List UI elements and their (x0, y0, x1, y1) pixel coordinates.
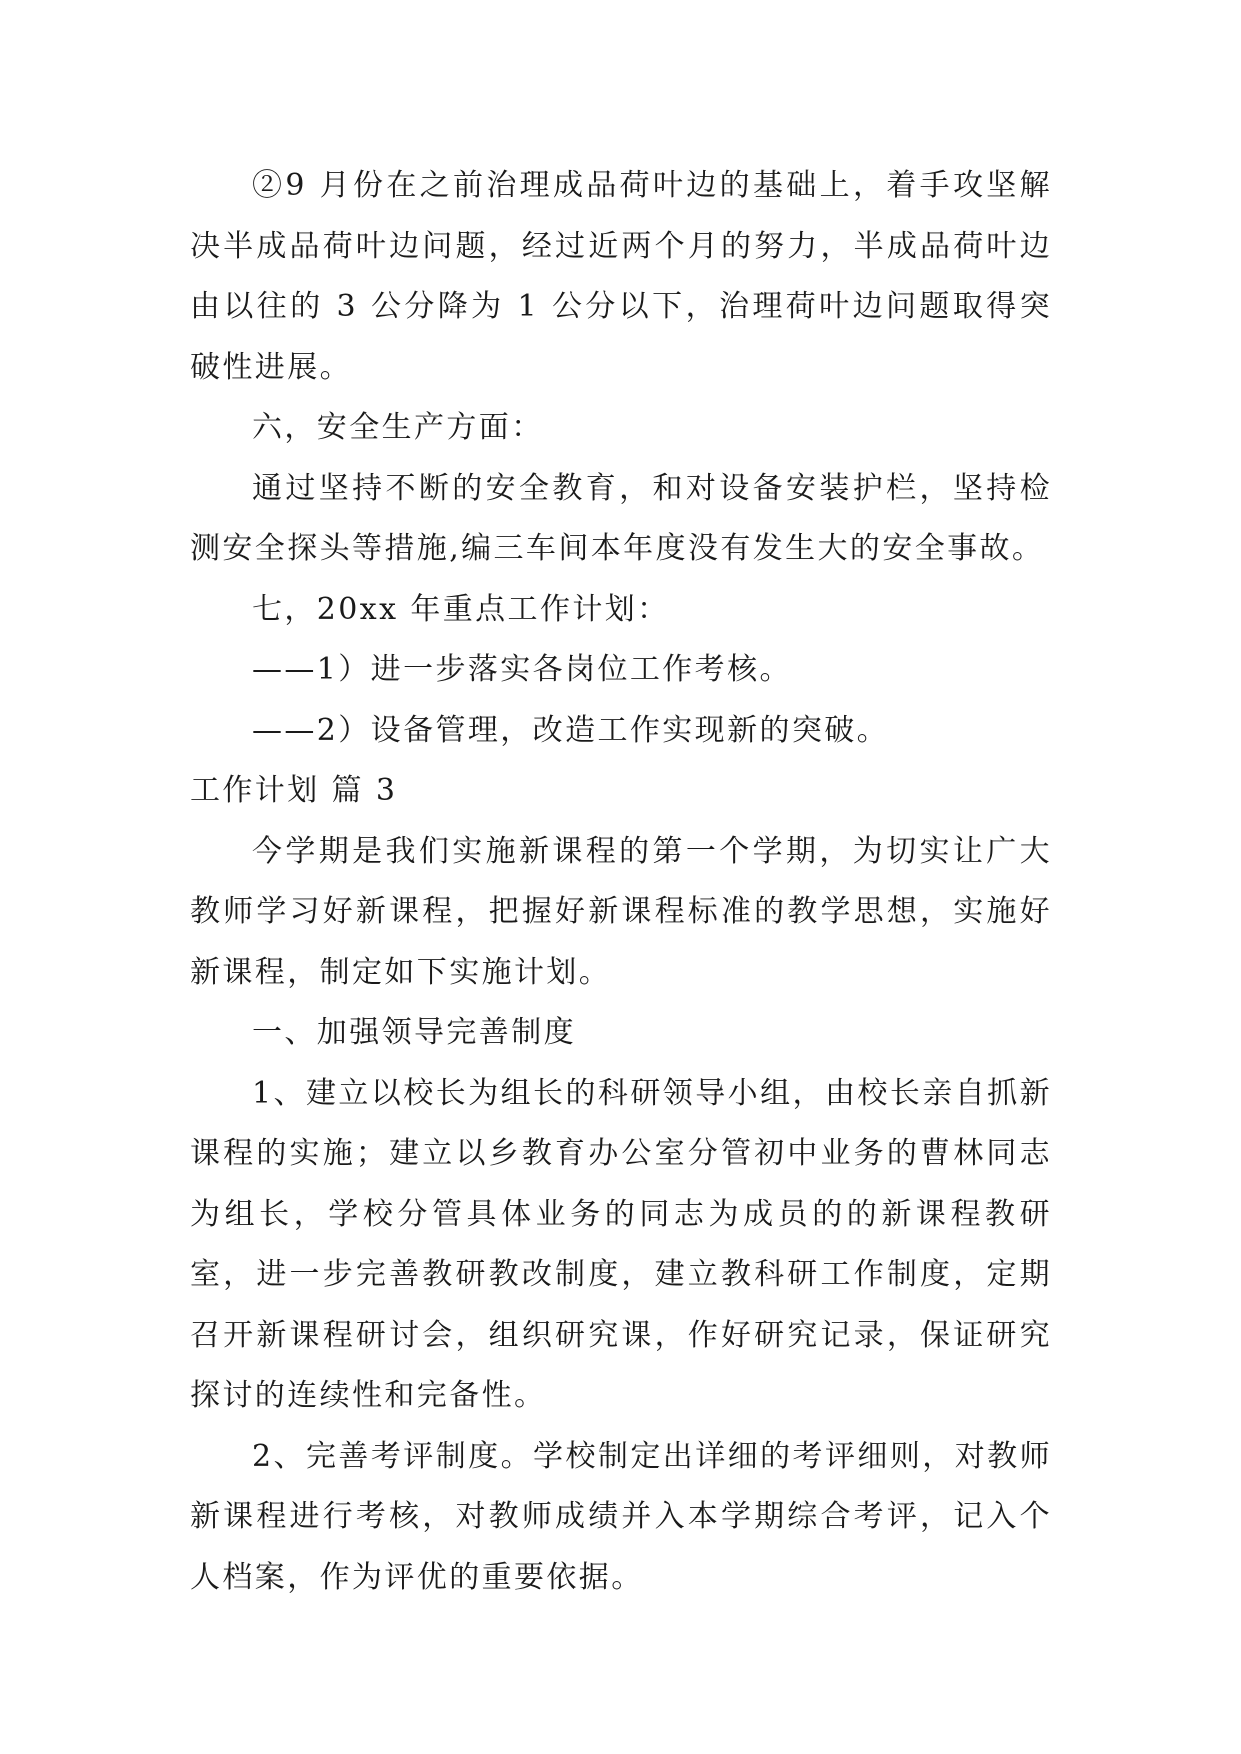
section-heading-leadership: 一、加强领导完善制度 (252, 1015, 576, 1050)
paragraph-leadership-group: 1、建立以校长为组长的科研领导小组，由校长亲自抓新课程的实施；建立以乡教育办公室分管初中业务的曹林同志为组长，学校分管具体业务的同志为成员的的新课程教研室，进一步完善教研教改制度，建立教科研工作制度，定期召开新课程研讨会，组织研究课，作好研究记录，保证研究探讨的连续性和完备性。 (190, 1075, 1052, 1413)
section-heading-safety: 六，安全生产方面： (252, 410, 544, 445)
paragraph-evaluation: 2、完善考评制度。学校制定出详细的考评细则，对教师新课程进行考核，对教师成绩并入本学期综合考评，记入个人档案，作为评优的重要依据。 (190, 1438, 1052, 1595)
document-body (190, 156, 1052, 1608)
paragraph-intro: 今学期是我们实施新课程的第一个学期，为切实让广大教师学习好新课程，把握好新课程标准的教学思想，实施好新课程，制定如下实施计划。 (190, 833, 1052, 990)
article-title: 工作计划 篇 3 (190, 773, 398, 808)
paragraph-safety: 通过坚持不断的安全教育，和对设备安装护栏，坚持检测安全探头等措施,编三车间本年度没有发生大的安全事故。 (190, 470, 1052, 566)
list-item-plan-1: ——1）进一步落实各岗位工作考核。 (252, 652, 792, 687)
paragraph-progress-ruffle: ②9 月份在之前治理成品荷叶边的基础上，着手攻坚解决半成品荷叶边问题，经过近两个月的努力，半成品荷叶边由以往的 3 公分降为 1 公分以下，治理荷叶边问题取得突破性进展。 (190, 168, 1052, 385)
section-heading-plan: 七，20xx 年重点工作计划： (252, 591, 670, 627)
list-item-plan-2: ——2）设备管理，改造工作实现新的突破。 (252, 712, 890, 748)
